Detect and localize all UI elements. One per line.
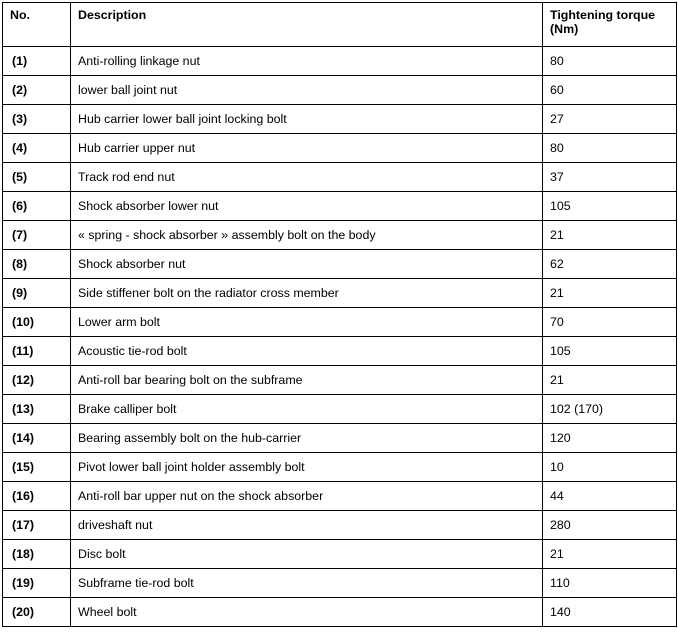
row-number: (19) [3,569,71,598]
row-number: (7) [3,221,71,250]
table-row [3,134,677,163]
table-row [3,511,677,540]
table-row [3,308,677,337]
row-torque: 105 [543,192,677,221]
row-torque: 62 [543,250,677,279]
table-row [3,105,677,134]
row-number: (9) [3,279,71,308]
row-number: (6) [3,192,71,221]
table-row [3,598,677,627]
table-row [3,366,677,395]
row-number: (13) [3,395,71,424]
row-description: Wheel bolt [71,598,543,627]
row-torque: 10 [543,453,677,482]
row-torque: 110 [543,569,677,598]
row-description: Disc bolt [71,540,543,569]
header-torque: Tightening torque (Nm) [543,3,677,47]
row-torque: 37 [543,163,677,192]
table-row [3,540,677,569]
table-header [3,3,677,47]
row-number: (3) [3,105,71,134]
row-torque: 21 [543,366,677,395]
row-torque: 21 [543,540,677,569]
row-torque: 102 (170) [543,395,677,424]
row-number: (15) [3,453,71,482]
row-number: (2) [3,76,71,105]
row-description: Hub carrier lower ball joint locking bolt [71,105,543,134]
row-description: lower ball joint nut [71,76,543,105]
table-row [3,76,677,105]
row-number: (11) [3,337,71,366]
table-body [3,47,677,627]
table-row [3,163,677,192]
row-number: (18) [3,540,71,569]
row-torque: 21 [543,221,677,250]
row-torque: 44 [543,482,677,511]
row-description: Hub carrier upper nut [71,134,543,163]
table-row [3,569,677,598]
table-row [3,395,677,424]
row-torque: 70 [543,308,677,337]
row-description: Anti-rolling linkage nut [71,47,543,76]
row-description: Track rod end nut [71,163,543,192]
row-number: (4) [3,134,71,163]
row-description: Shock absorber nut [71,250,543,279]
table-row [3,221,677,250]
table-row [3,424,677,453]
row-description: Lower arm bolt [71,308,543,337]
row-description: Subframe tie-rod bolt [71,569,543,598]
row-torque: 27 [543,105,677,134]
row-torque: 21 [543,279,677,308]
row-description: Brake calliper bolt [71,395,543,424]
row-description: Acoustic tie-rod bolt [71,337,543,366]
row-torque: 280 [543,511,677,540]
row-description: Anti-roll bar upper nut on the shock absorber [71,482,543,511]
row-number: (10) [3,308,71,337]
row-number: (8) [3,250,71,279]
table-row [3,47,677,76]
row-number: (17) [3,511,71,540]
row-number: (5) [3,163,71,192]
row-description: Pivot lower ball joint holder assembly bolt [71,453,543,482]
row-number: (12) [3,366,71,395]
row-number: (20) [3,598,71,627]
row-torque: 60 [543,76,677,105]
header-description: Description [71,3,543,47]
row-description: driveshaft nut [71,511,543,540]
row-torque: 140 [543,598,677,627]
row-description: Anti-roll bar bearing bolt on the subframe [71,366,543,395]
table-row [3,337,677,366]
header-row [3,3,677,47]
row-description: Bearing assembly bolt on the hub-carrier [71,424,543,453]
row-number: (1) [3,47,71,76]
table-row [3,453,677,482]
row-description: Side stiffener bolt on the radiator cross member [71,279,543,308]
row-torque: 120 [543,424,677,453]
table-row [3,192,677,221]
row-number: (16) [3,482,71,511]
row-torque: 80 [543,47,677,76]
row-description: « spring - shock absorber » assembly bolt on the body [71,221,543,250]
row-torque: 105 [543,337,677,366]
row-description: Shock absorber lower nut [71,192,543,221]
table-row [3,279,677,308]
row-torque: 80 [543,134,677,163]
row-number: (14) [3,424,71,453]
torque-table [2,2,677,627]
table-row [3,250,677,279]
table-row [3,482,677,511]
header-no: No. [3,3,71,47]
